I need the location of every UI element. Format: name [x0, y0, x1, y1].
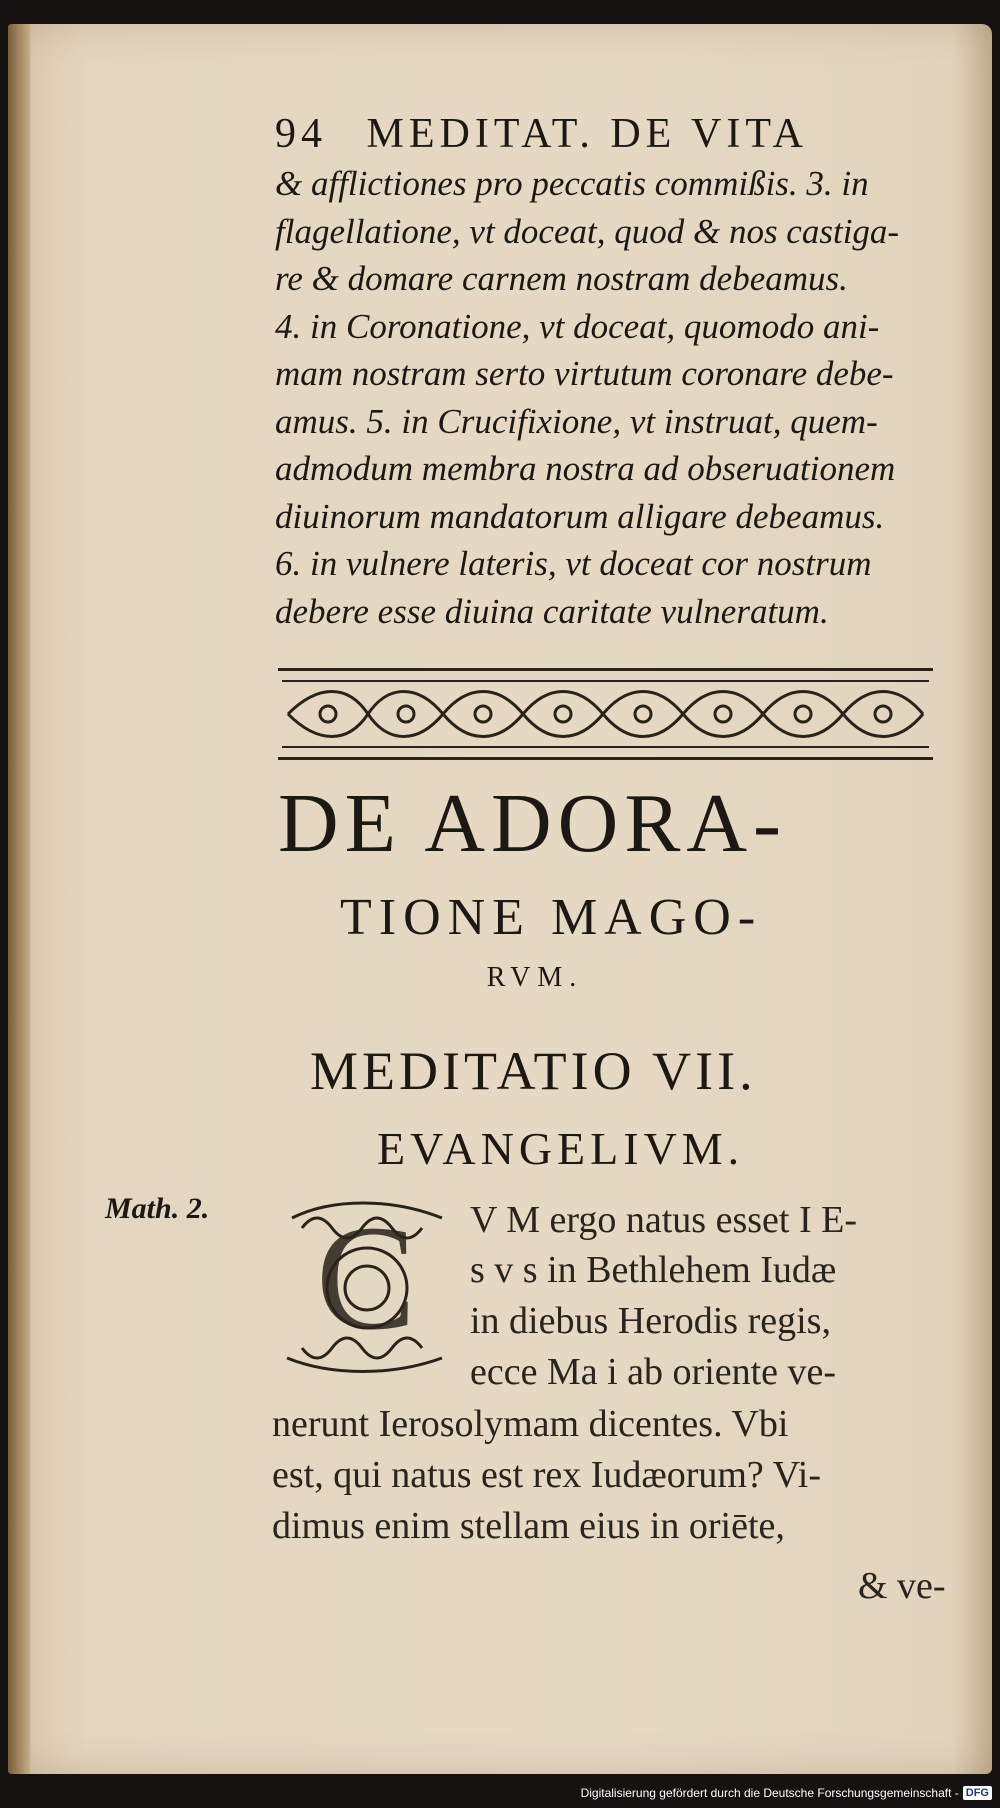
- body-line: nerunt Ierosolymam dicentes. Vbi: [272, 1403, 789, 1445]
- ornamental-band: [278, 668, 933, 760]
- text-line: admodum membra nostra ad obseruationem: [275, 449, 896, 488]
- scroll-ornament-icon: [278, 679, 933, 749]
- chapter-heading-line-1: DE ADORA-: [278, 777, 787, 870]
- page-number: 94: [275, 111, 327, 157]
- meditation-title: MEDITATIO VII.: [310, 1041, 757, 1101]
- text-line: mam nostram serto virtutum coronare debe-: [275, 354, 894, 393]
- text-line: debere esse diuina caritate vulneratum.: [275, 591, 829, 631]
- text-line: diuinorum mandatorum alligare debeamus.: [275, 496, 885, 536]
- svg-text:C: C: [315, 1198, 417, 1361]
- section-title: EVANGELIVM.: [377, 1123, 745, 1174]
- running-title: MEDITAT. DE VITA: [366, 111, 808, 157]
- body-line: V M ergo natus esset I E-: [470, 1199, 857, 1241]
- credit-text: Digitalisierung gefördert durch die Deutsche Forschungsgemeinschaft -: [580, 1786, 959, 1800]
- italic-paragraph: [275, 160, 935, 635]
- digitization-credit: [581, 1782, 992, 1804]
- catchword: & ve-: [858, 1565, 946, 1607]
- page-binding-edge: [8, 24, 30, 1774]
- running-head: [275, 110, 885, 162]
- text-line: re & domare carnem nostram debeamus.: [275, 259, 848, 298]
- text-line: 4. in Coronatione, vt doceat, quomodo ani-: [275, 306, 880, 346]
- margin-note: Math. 2.: [105, 1192, 210, 1225]
- dfg-logo: DFG: [963, 1786, 992, 1800]
- body-line: ecce Ma i ab oriente ve-: [470, 1351, 837, 1393]
- text-line: flagellatione, vt doceat, quod & nos castiga-: [275, 211, 900, 251]
- body-line: dimus enim stellam eius in oriēte,: [272, 1505, 785, 1547]
- decorated-initial-icon: [272, 1198, 460, 1378]
- text-line: 6. in vulnere lateris, vt doceat cor nostrum: [275, 544, 872, 583]
- body-line: est, qui natus est rex Iudæorum? Vi-: [272, 1454, 821, 1496]
- body-line: in diebus Herodis regis,: [470, 1300, 831, 1342]
- text-line: & afflictiones pro peccatis commißis. 3. in: [275, 164, 869, 203]
- text-line: amus. 5. in Crucifixione, vt instruat, quem-: [275, 401, 878, 441]
- chapter-heading-line-3: RVM.: [486, 962, 584, 993]
- chapter-heading-line-2: TIONE MAGO-: [340, 889, 763, 946]
- body-line: s v s in Bethlehem Iudæ: [470, 1249, 837, 1291]
